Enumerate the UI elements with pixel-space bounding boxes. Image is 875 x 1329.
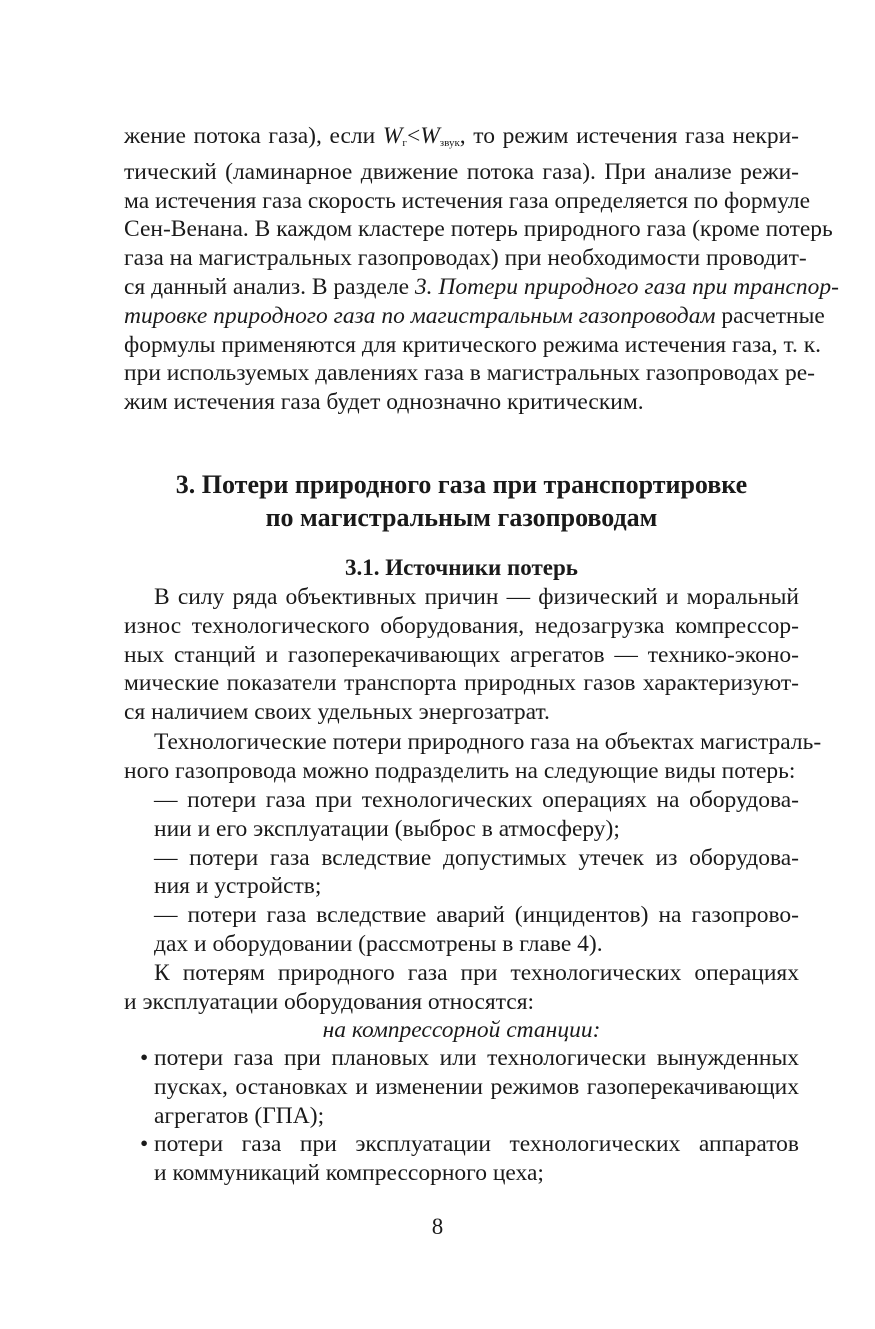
text-line: — потери газа при технологических операциях на оборудова-: [154, 787, 799, 813]
formula-w-sound: W: [420, 123, 440, 149]
paragraph-loss-types: [124, 728, 822, 786]
list-item: [124, 844, 799, 902]
text-line: при используемых давлениях газа в магистральных газопроводах ре-: [124, 360, 815, 387]
formula-w-gas: W: [382, 123, 403, 149]
list-item: [124, 1044, 799, 1130]
text-line: агрегатов (ГПА);: [154, 1102, 325, 1129]
text-line: нии и его эксплуатации (выброс в атмосферу);: [154, 815, 620, 842]
paragraph-operations: [124, 959, 799, 1017]
text-line: • потери газа при плановых или технологически вынужденных: [140, 1045, 799, 1071]
text-line: ного газопровода можно подразделить на следующие виды потерь:: [124, 757, 796, 784]
list-item: [124, 786, 799, 844]
text-line: ся данный анализ. В разделе 3. Потери природного газа при транспор-: [124, 273, 839, 300]
text-line: — потери газа вследствие аварий (инцидентов) на газопрово-: [154, 902, 799, 929]
text-line: износ технологического оборудования, недозагрузка компрессор-: [124, 612, 799, 639]
text-line: газа на магистральных газопроводах) при необходимости проводит-: [124, 245, 807, 272]
bullet-list: [124, 1044, 799, 1188]
bullet-icon: •: [140, 1131, 149, 1158]
section-heading-line: по магистральным газопроводам: [265, 503, 658, 532]
text-line: ных станций и газоперекачивающих агрегатов — технико-эконо-: [124, 641, 799, 668]
text-line: Сен-Венана. В каждом кластере потерь природного газа (кроме потерь: [124, 216, 833, 243]
paragraph-objective-reasons: [124, 583, 799, 727]
bullet-icon: •: [140, 1045, 149, 1071]
list-item: [124, 1130, 799, 1188]
text-line: мические показатели транспорта природных газов характеризуют-: [124, 670, 799, 697]
text-line: тировке природного газа по магистральным газопроводам расчетные: [124, 302, 825, 329]
section-heading-line: 3. Потери природного газа при транспортировке: [175, 470, 748, 499]
subsection-heading: 3.1. Источники потерь: [345, 555, 578, 580]
text-line: тический (ламинарное движение потока газа). При анализе режи-: [124, 158, 799, 185]
text-line: ния и устройств;: [154, 873, 322, 900]
text-line: и эксплуатации оборудования относятся:: [124, 988, 535, 1015]
text-line: В силу ряда объективных причин — физический и моральный: [154, 584, 799, 610]
section-reference: 3. Потери природного газа при транспор-: [414, 273, 839, 300]
section-heading: [124, 468, 799, 534]
text-line: дах и оборудовании (рассмотрены в главе 4).: [154, 930, 603, 957]
text-line: формулы применяются для критического режима истечения газа, т. к.: [124, 331, 822, 358]
paragraph-flow-regime: [124, 122, 839, 417]
text-line: пусках, остановках и изменении режимов газоперекачивающих: [154, 1073, 799, 1100]
text-line: — потери газа вследствие допустимых утечек из оборудова-: [154, 844, 799, 871]
text-line: жим истечения газа будет однозначно критическим.: [124, 389, 644, 416]
text-line: К потерям природного газа при технологических операциях: [154, 960, 799, 986]
text-line: ся наличием своих удельных энергозатрат.: [124, 699, 550, 726]
text-line: Технологические потери природного газа на объектах магистраль-: [154, 729, 822, 755]
text-line: и коммуникаций компрессорного цеха;: [154, 1160, 544, 1187]
dash-list: [124, 786, 799, 959]
list-label: на компрессорной станции:: [322, 1017, 601, 1043]
section-reference: тировке природного газа по магистральным газопроводам: [124, 302, 716, 329]
page-number: 8: [431, 1214, 444, 1239]
text-line: ма истечения газа скорость истечения газа определяется по формуле: [124, 187, 811, 214]
text-line: жение потока газа), если $W_г<W_{звук}$, то режим истечения газа некри-: [124, 123, 800, 149]
text-line: • потери газа при эксплуатации технологических аппаратов: [140, 1131, 799, 1158]
list-item: [124, 901, 799, 959]
